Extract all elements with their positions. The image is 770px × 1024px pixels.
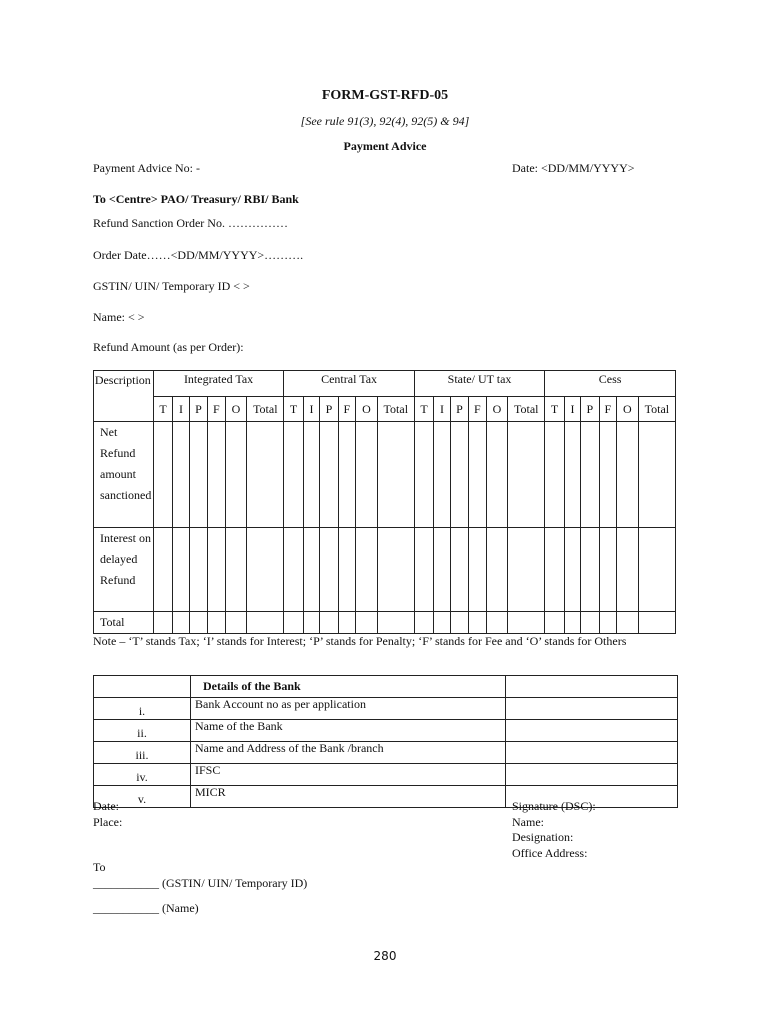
bank-row-value[interactable]: [506, 764, 678, 786]
amount-cell[interactable]: [247, 612, 284, 634]
footer-signature: Signature (DSC):: [512, 799, 596, 813]
amount-cell[interactable]: [599, 528, 616, 612]
amount-cell[interactable]: [581, 422, 599, 528]
bank-row-index: i.: [94, 698, 191, 720]
amount-cell[interactable]: [377, 422, 414, 528]
amount-cell[interactable]: [189, 528, 207, 612]
bank-row-index: iii.: [94, 742, 191, 764]
footer-date: Date:: [93, 799, 119, 813]
amount-cell[interactable]: [320, 612, 338, 634]
row-label: Interest on delayed Refund: [94, 528, 154, 612]
tax-group-header: State/ UT tax: [414, 371, 544, 397]
amount-cell[interactable]: [434, 422, 450, 528]
table-row: [94, 612, 676, 634]
amount-cell[interactable]: [247, 528, 284, 612]
bank-row-index: v.: [94, 786, 191, 808]
amount-cell[interactable]: [414, 612, 434, 634]
tax-sub-column-header: F: [338, 397, 355, 422]
amount-cell[interactable]: [153, 528, 173, 612]
amount-cell[interactable]: [469, 612, 486, 634]
form-rule-reference: [See rule 91(3), 92(4), 92(5) & 94]: [300, 114, 470, 128]
amount-cell[interactable]: [617, 612, 639, 634]
bank-row-value[interactable]: [506, 698, 678, 720]
bank-details-header: Details of the Bank: [191, 676, 506, 698]
amount-cell[interactable]: [356, 528, 378, 612]
abbreviation-note: Note – ‘T’ stands Tax; ‘I’ stands for Interest; ‘P’ stands for Penalty; ‘F’ stands for Fee and ‘O’ stands for Others: [93, 634, 627, 648]
bank-row-label: Bank Account no as per application: [191, 698, 506, 720]
bank-row-value[interactable]: [506, 720, 678, 742]
tax-sub-column-header: F: [208, 397, 225, 422]
name-line: Name: < >: [93, 310, 145, 324]
tax-sub-column-header: Total: [377, 397, 414, 422]
amount-cell[interactable]: [303, 528, 319, 612]
footer-place: Place:: [93, 815, 123, 829]
footer-office-address: Office Address:: [512, 846, 588, 860]
tax-sub-column-header: P: [189, 397, 207, 422]
amount-cell[interactable]: [338, 528, 355, 612]
bank-row-value[interactable]: [506, 742, 678, 764]
tax-sub-column-header: I: [564, 397, 580, 422]
tax-sub-column-header: P: [450, 397, 468, 422]
footer-designation: Designation:: [512, 830, 574, 844]
footer-to: To: [93, 860, 106, 874]
amount-cell[interactable]: [545, 612, 565, 634]
amount-cell[interactable]: [581, 612, 599, 634]
amount-cell[interactable]: [208, 422, 225, 528]
amount-cell[interactable]: [284, 528, 304, 612]
amount-cell[interactable]: [638, 528, 675, 612]
amount-cell[interactable]: [486, 612, 508, 634]
tax-sub-column-header: T: [545, 397, 565, 422]
amount-cell[interactable]: [638, 422, 675, 528]
amount-cell[interactable]: [225, 612, 247, 634]
amount-cell[interactable]: [469, 422, 486, 528]
tax-group-header: Central Tax: [284, 371, 414, 397]
amount-cell[interactable]: [225, 422, 247, 528]
tax-sub-column-header: T: [153, 397, 173, 422]
bank-row-label: Name of the Bank: [191, 720, 506, 742]
amount-cell[interactable]: [434, 528, 450, 612]
tax-sub-column-header: F: [469, 397, 486, 422]
amount-cell[interactable]: [564, 612, 580, 634]
amount-cell[interactable]: [320, 422, 338, 528]
amount-cell[interactable]: [377, 528, 414, 612]
amount-cell[interactable]: [284, 612, 304, 634]
amount-cell[interactable]: [173, 528, 189, 612]
amount-cell[interactable]: [303, 422, 319, 528]
amount-cell[interactable]: [508, 528, 545, 612]
tax-sub-column-header: Total: [247, 397, 284, 422]
tax-group-header: Cess: [545, 371, 676, 397]
amount-cell[interactable]: [617, 528, 639, 612]
to-addressee: To <Centre> PAO/ Treasury/ RBI/ Bank: [93, 192, 299, 206]
bank-index-header: [94, 676, 191, 698]
tax-sub-column-header: I: [434, 397, 450, 422]
table-row: [94, 720, 678, 742]
footer-name: Name:: [512, 815, 544, 829]
payment-advice-number: Payment Advice No: -: [93, 161, 200, 175]
bank-row-index: ii.: [94, 720, 191, 742]
amount-cell[interactable]: [450, 422, 468, 528]
amount-cell[interactable]: [208, 612, 225, 634]
amount-cell[interactable]: [434, 612, 450, 634]
amount-cell[interactable]: [247, 422, 284, 528]
row-label: Net Refund amount sanctioned: [94, 422, 154, 528]
amount-cell[interactable]: [173, 422, 189, 528]
amount-cell[interactable]: [450, 612, 468, 634]
page-number: 280: [373, 949, 397, 963]
bank-details-table: [93, 675, 678, 808]
bank-row-label: IFSC: [191, 764, 506, 786]
advice-date: Date: <DD/MM/YYYY>: [512, 161, 635, 175]
amount-cell[interactable]: [638, 612, 675, 634]
amount-cell[interactable]: [545, 528, 565, 612]
amount-cell[interactable]: [225, 528, 247, 612]
amount-cell[interactable]: [303, 612, 319, 634]
amount-cell[interactable]: [617, 422, 639, 528]
amount-cell[interactable]: [508, 422, 545, 528]
order-date: Order Date……<DD/MM/YYYY>……….: [93, 248, 304, 262]
amount-cell[interactable]: [284, 422, 304, 528]
amount-cell[interactable]: [153, 422, 173, 528]
form-title: FORM-GST-RFD-05: [321, 88, 449, 103]
tax-sub-column-header: O: [225, 397, 247, 422]
tax-sub-column-header: P: [581, 397, 599, 422]
table-row: [94, 528, 676, 612]
table-row: [94, 764, 678, 786]
tax-sub-column-header: T: [284, 397, 304, 422]
footer-gstin-line: ___________ (GSTIN/ UIN/ Temporary ID): [93, 876, 308, 890]
tax-sub-column-header: O: [356, 397, 378, 422]
tax-group-header: Integrated Tax: [153, 371, 284, 397]
amount-cell[interactable]: [189, 422, 207, 528]
tax-sub-column-header: P: [320, 397, 338, 422]
amount-cell[interactable]: [486, 422, 508, 528]
amount-cell[interactable]: [153, 612, 173, 634]
amount-cell[interactable]: [377, 612, 414, 634]
tax-sub-column-header: Total: [638, 397, 675, 422]
amount-cell[interactable]: [173, 612, 189, 634]
tax-sub-column-header: O: [617, 397, 639, 422]
amount-cell[interactable]: [338, 612, 355, 634]
tax-sub-column-header: O: [486, 397, 508, 422]
tax-sub-column-header: I: [173, 397, 189, 422]
amount-cell[interactable]: [508, 612, 545, 634]
tax-sub-column-header: F: [599, 397, 616, 422]
amount-cell[interactable]: [599, 612, 616, 634]
amount-cell[interactable]: [320, 528, 338, 612]
amount-cell[interactable]: [208, 528, 225, 612]
refund-sanction-order: Refund Sanction Order No. ……………: [93, 216, 288, 230]
row-label: Total: [94, 612, 154, 634]
amount-cell[interactable]: [356, 612, 378, 634]
tax-sub-column-header: T: [414, 397, 434, 422]
amount-cell[interactable]: [564, 422, 580, 528]
amount-cell[interactable]: [564, 528, 580, 612]
bank-row-index: iv.: [94, 764, 191, 786]
amount-cell[interactable]: [414, 422, 434, 528]
table-row: [94, 698, 678, 720]
amount-cell[interactable]: [450, 528, 468, 612]
description-header: Description: [94, 371, 154, 422]
bank-value-header: [506, 676, 678, 698]
tax-sub-column-header: I: [303, 397, 319, 422]
amount-cell[interactable]: [469, 528, 486, 612]
amount-cell[interactable]: [189, 612, 207, 634]
amount-cell[interactable]: [545, 422, 565, 528]
bank-row-label: MICR: [191, 786, 506, 808]
amount-cell[interactable]: [599, 422, 616, 528]
amount-cell[interactable]: [581, 528, 599, 612]
refund-tax-table: [93, 370, 676, 634]
table-row: [94, 422, 676, 528]
footer-name-line: ___________ (Name): [93, 901, 199, 915]
refund-amount-label: Refund Amount (as per Order):: [93, 340, 244, 354]
form-heading: Payment Advice: [343, 139, 427, 153]
amount-cell[interactable]: [414, 528, 434, 612]
amount-cell[interactable]: [356, 422, 378, 528]
table-row: [94, 742, 678, 764]
amount-cell[interactable]: [338, 422, 355, 528]
bank-row-label: Name and Address of the Bank /branch: [191, 742, 506, 764]
gstin-line: GSTIN/ UIN/ Temporary ID < >: [93, 279, 250, 293]
amount-cell[interactable]: [486, 528, 508, 612]
tax-sub-column-header: Total: [508, 397, 545, 422]
